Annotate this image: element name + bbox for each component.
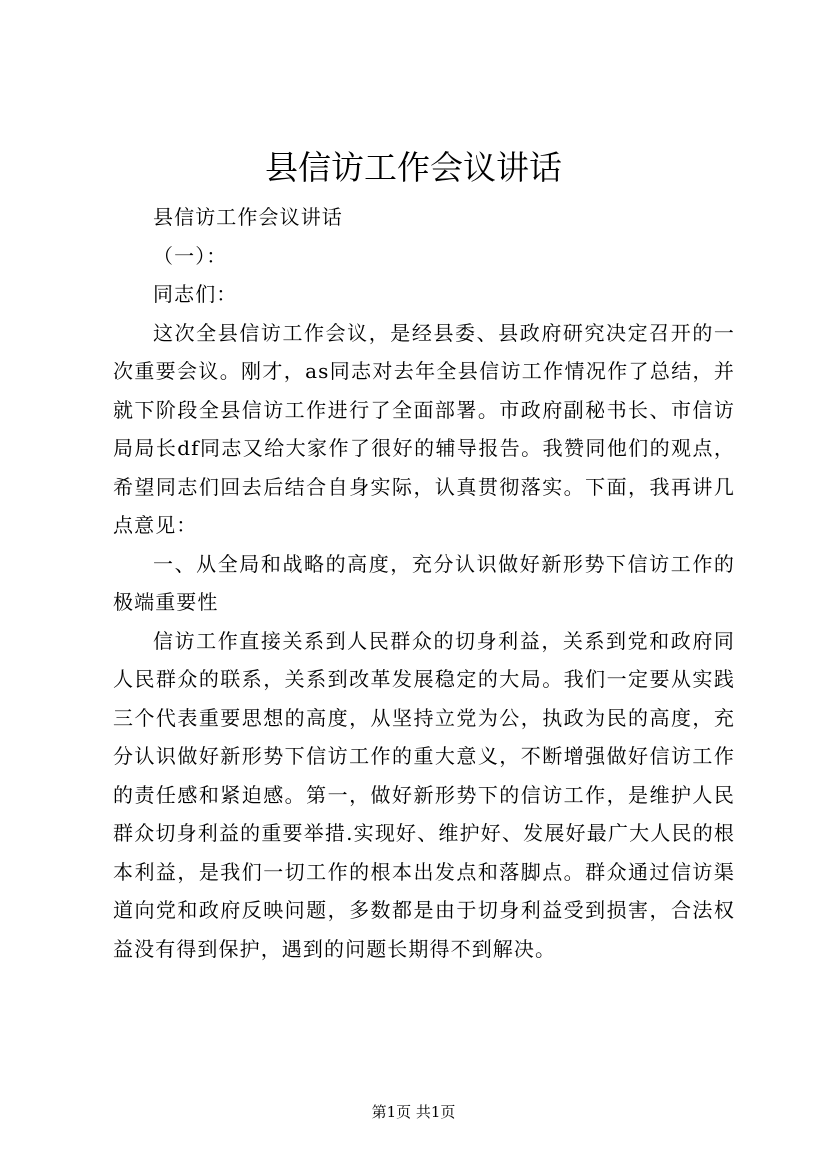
section-heading-paragraph: 一、从全局和战略的高度，充分认识做好新形势下信访工作的极端重要性: [113, 551, 735, 614]
document-title: 县信访工作会议讲话: [265, 148, 562, 187]
subtitle-paragraph: 县信访工作会议讲话: [153, 205, 343, 229]
section-number-paragraph: （一）：: [153, 243, 228, 268]
salutation-paragraph: 同志们：: [153, 282, 238, 306]
page-footer: 第1页 共1页: [371, 1103, 456, 1121]
body-paragraph: 信访工作直接关系到人民群众的切身利益，关系到党和政府同人民群众的联系，关系到改革发展稳定的大局。我们一定要从实践三个代表重要思想的高度，从坚持立党为公，执政为民的高度，充分认识做好新形势下信访工作的重大意义，不断增强做好信访工作的责任感和紧迫感。第一，做好新形势下的信访工作，是维护人民群众切身利益的重要举措.实现好、维护好、发展好最广大人民的根本利益，是我们一切工作的根本出发点和落脚点。群众通过信访渠道向党和政府反映问题，多数都是由于切身利益受到损害，合法权益没有得到保护，遇到的问题长期得不到解决。: [113, 628, 735, 961]
document-body: [113, 198, 735, 968]
intro-paragraph: 这次全县信访工作会议，是经县委、县政府研究决定召开的一次重要会议。刚才，as同志对去年全县信访工作情况作了总结，并就下阶段全县信访工作进行了全面部署。市政府副秘书长、市信访局局长df同志又给大家作了很好的辅导报告。我赞同他们的观点，希望同志们回去后结合自身实际，认真贯彻落实。下面，我再讲几点意见：: [113, 320, 735, 537]
